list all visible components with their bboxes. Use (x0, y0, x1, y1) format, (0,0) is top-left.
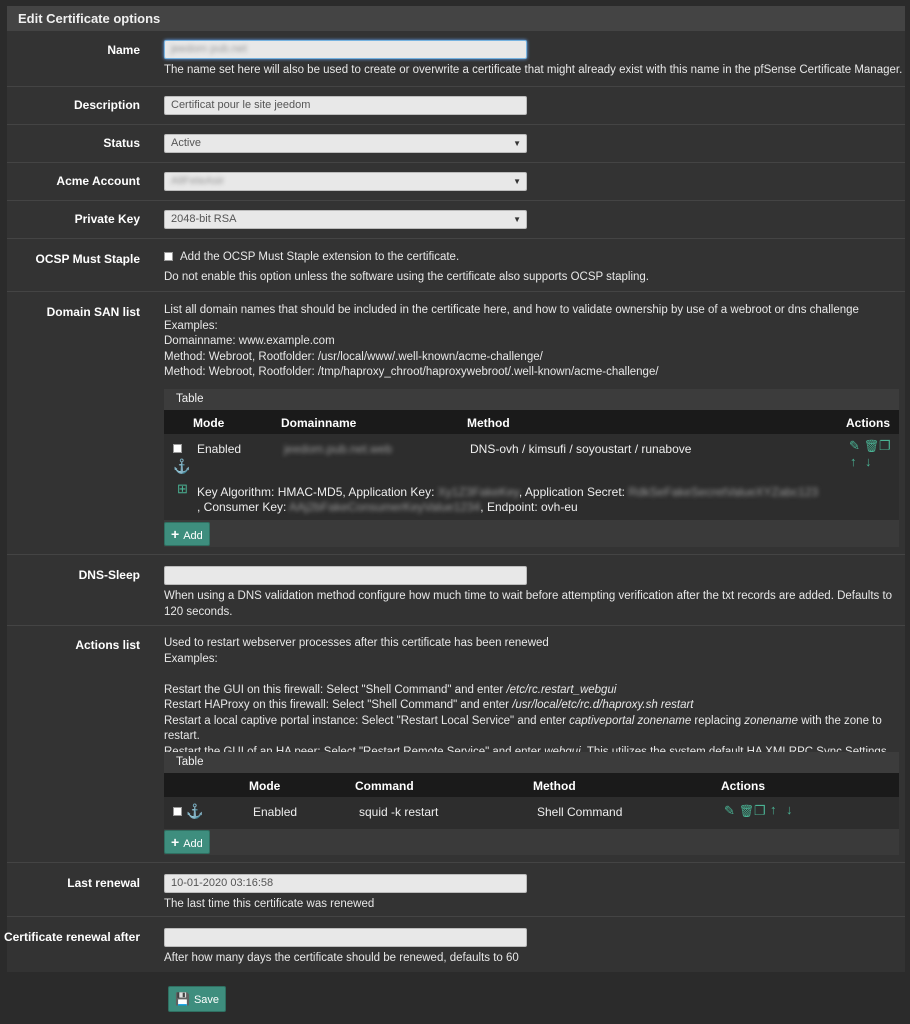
last-renewal-input[interactable]: 10-01-2020 03:16:58 (164, 874, 527, 893)
ocsp-label: OCSP Must Staple (35, 252, 140, 266)
plus-icon: + (171, 526, 180, 542)
domain-san-help-4: Method: Webroot, Rootfolder: /usr/local/www/.well-known/acme-challenge/ (164, 350, 543, 363)
last-renewal-label: Last renewal (67, 876, 140, 890)
arrow-down-icon[interactable]: ↓ (865, 454, 872, 469)
ocsp-row (7, 238, 905, 292)
panel-title: Edit Certificate options (7, 6, 905, 31)
private-key-row (7, 200, 905, 239)
domain-san-table-header (164, 410, 899, 434)
add-action-button[interactable] (164, 830, 210, 854)
expand-icon[interactable]: ⊞ (177, 481, 188, 496)
edit-icon[interactable]: ✎ (849, 438, 860, 453)
description-label: Description (73, 98, 140, 112)
domain-san-table (164, 389, 899, 547)
name-row (7, 31, 905, 76)
plus-icon: + (171, 834, 180, 850)
trash-icon[interactable]: 🗑 (864, 439, 880, 453)
row-mode: Enabled (197, 442, 242, 456)
row-method: Shell Command (537, 805, 623, 819)
private-key-label: Private Key (74, 212, 140, 226)
chevron-down-icon: ▼ (513, 139, 521, 148)
column-mode: Mode (193, 416, 225, 430)
column-mode: Mode (249, 779, 281, 793)
actions-help-1: Used to restart webserver processes after this certificate has been renewed (164, 637, 549, 649)
ocsp-checkbox-line (164, 250, 649, 266)
acme-account-select[interactable] (164, 172, 527, 191)
detail-b: , Application Secret: (518, 485, 629, 499)
domain-san-help-1: List all domain names that should be included in the certificate here, and how to validate ownership by use of a webroot or dns challenge (164, 304, 859, 316)
detail-c: , Consumer Key: (197, 500, 290, 514)
copy-icon[interactable]: ❐ (754, 803, 766, 818)
acme-account-value: AllFeteAsir (171, 175, 225, 187)
dns-sleep-label: DNS-Sleep (78, 568, 140, 582)
column-domainname: Domainname (281, 416, 357, 430)
column-method: Method (467, 416, 510, 430)
domain-san-help-3: Domainname: www.example.com (164, 335, 335, 347)
row-method: DNS-ovh / kimsufi / soyoustart / runabove (470, 442, 692, 456)
row-checkbox[interactable] (173, 807, 182, 816)
domain-san-help-5: Method: Webroot, Rootfolder: /tmp/haproxy_chroot/haproxywebroot/.well-known/acme-challenge/ (164, 366, 659, 378)
arrow-up-icon[interactable]: ↑ (850, 454, 857, 469)
column-actions: Actions (846, 416, 891, 430)
help-4a: Restart HAProxy on this firewall: Select "Shell Command" and enter (164, 699, 513, 711)
actions-help-3 (164, 683, 899, 699)
edit-icon[interactable]: ✎ (724, 803, 735, 818)
floppy-disk-icon: 💾 (175, 992, 190, 1006)
save-label: Save (193, 994, 220, 1006)
domain-san-row (7, 291, 905, 555)
name-input[interactable] (164, 40, 527, 59)
edit-certificate-panel (3, 6, 905, 972)
name-help: The name set here will also be used to create or overwrite a certificate that might already exist with this name in the pfSense Certificate Manager. (164, 64, 903, 76)
anchor-icon[interactable]: ⚓ (186, 803, 204, 819)
dns-sleep-input[interactable] (164, 566, 527, 585)
status-label: Status (103, 136, 140, 150)
name-value: jeedom pub.net (171, 43, 247, 55)
column-actions: Actions (721, 779, 766, 793)
private-key-value: 2048-bit RSA (171, 213, 237, 225)
name-label: Name (107, 43, 140, 57)
dns-sleep-help: When using a DNS validation method configure how much time to wait before attempting verification after the txt records are added. Defaults to 120 seconds. (164, 590, 893, 618)
actions-list-row (7, 625, 905, 863)
actions-table (164, 752, 899, 855)
detail-d: , Endpoint: ovh-eu (480, 500, 578, 514)
row-domainname: jeedom.pub.net.web (284, 442, 393, 456)
row-detail (197, 485, 887, 515)
status-value: Active (171, 137, 201, 149)
name-control (164, 40, 902, 79)
renewal-after-input[interactable] (164, 928, 527, 947)
domain-san-help-2: Examples: (164, 319, 218, 332)
chevron-down-icon: ▼ (513, 215, 521, 224)
renewal-after-label: Certificate renewal after (3, 930, 140, 944)
help-5a: Restart a local captive portal instance: Select "Restart Local Service" and enter (164, 714, 570, 727)
arrow-down-icon[interactable]: ↓ (786, 802, 793, 817)
arrow-up-icon[interactable]: ↑ (770, 802, 777, 817)
copy-icon[interactable]: ❐ (879, 438, 891, 453)
row-checkbox[interactable] (173, 444, 182, 453)
help-4b: /usr/local/etc/rc.d/haproxy.sh restart (512, 699, 694, 711)
ocsp-help: Do not enable this option unless the software using the certificate also supports OCSP stapling. (164, 270, 649, 283)
dns-sleep-row (7, 554, 905, 626)
help-5c: replacing (691, 714, 745, 727)
detail-a: Key Algorithm: HMAC-MD5, Application Key: (197, 485, 438, 499)
trash-icon[interactable]: 🗑 (739, 804, 755, 818)
ocsp-checkbox-label: Add the OCSP Must Staple extension to the certificate. (180, 251, 460, 263)
renewal-after-help: After how many days the certificate should be renewed, defaults to 60 (164, 952, 519, 964)
actions-list-label: Actions list (75, 638, 140, 652)
ocsp-checkbox[interactable] (164, 252, 173, 261)
add-action-label: Add (183, 838, 203, 850)
add-domain-label: Add (183, 530, 203, 542)
app-key: Xy1Z3FakeKey (437, 485, 519, 499)
private-key-select[interactable] (164, 210, 527, 229)
description-input[interactable]: Certificat pour le site jeedom (164, 96, 527, 115)
acme-account-row (7, 162, 905, 201)
help-5b: captiveportal zonename (569, 714, 692, 727)
description-row (7, 86, 905, 125)
actions-table-header (164, 773, 899, 797)
column-command: Command (355, 779, 414, 793)
domain-san-label: Domain SAN list (46, 305, 140, 319)
actions-help-4 (164, 698, 899, 714)
help-3a: Restart the GUI on this firewall: Select "Shell Command" and enter (164, 683, 507, 696)
save-button[interactable] (168, 986, 226, 1012)
domain-san-table-title: Table (164, 389, 899, 410)
table-row (164, 434, 899, 520)
last-renewal-help: The last time this certificate was renewed (164, 898, 375, 910)
acme-account-label: Acme Account (56, 174, 140, 188)
actions-help-2: Examples: (164, 652, 218, 665)
actions-table-title: Table (164, 752, 899, 773)
consumer-key: AAj2bFakeConsumerKeyValue1234 (289, 500, 481, 514)
chevron-down-icon: ▼ (513, 177, 521, 186)
app-secret: RdkSeFakeSecretValueXYZabc123 (628, 485, 819, 499)
status-row (7, 124, 905, 163)
status-select[interactable] (164, 134, 527, 153)
column-method: Method (533, 779, 576, 793)
actions-help-5 (164, 714, 899, 745)
last-renewal-row (7, 862, 905, 917)
anchor-icon[interactable]: ⚓ (173, 458, 191, 474)
help-3b: /etc/rc.restart_webgui (506, 683, 617, 696)
row-command: squid -k restart (359, 805, 439, 819)
row-mode: Enabled (253, 805, 298, 819)
help-5d: zonename (744, 714, 799, 727)
add-domain-button[interactable] (164, 522, 210, 546)
table-row (164, 797, 899, 829)
renewal-after-row (3, 916, 905, 973)
help-5e: with the zone to restart. (164, 714, 882, 742)
